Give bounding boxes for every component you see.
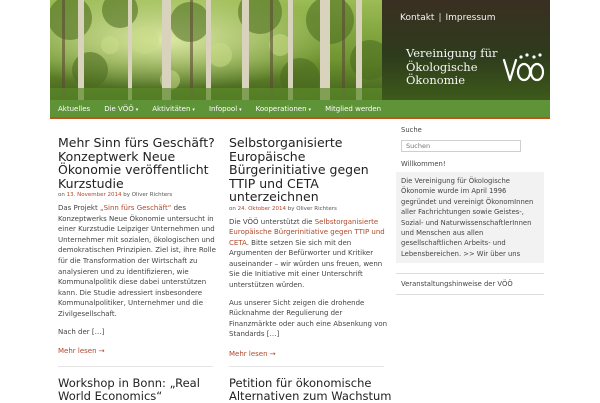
voo-logo-mark[interactable]: [500, 48, 546, 88]
chevron-down-icon: ▾: [308, 106, 312, 113]
page: [50, 0, 550, 403]
welcome-text: Die Vereinigung für Ökologische Ökonomie wurde im April 1996 gegründet und vereinigt ÖkonomInnen aller Fachrichtungen sowie Geistes-, Sozial- und NaturwissenschaftlerInnen und Menschen aus allen gesellschaftlichen Arbeits- und Lebensbereichen. >> Wir über uns: [396, 172, 544, 263]
logo-line-3: Ökonomie: [406, 73, 466, 87]
nav-label: Aktivitäten: [152, 104, 191, 113]
nav-item-mitglied-werden[interactable]: [317, 105, 387, 113]
post-meta: [58, 192, 218, 198]
main-navigation: [50, 100, 550, 119]
post-divider: [229, 366, 384, 367]
read-more-link[interactable]: Mehr lesen →: [58, 347, 105, 356]
sidebar-divider: [396, 273, 544, 274]
post-card: [229, 136, 389, 358]
forest-banner-image: [50, 0, 382, 100]
post-author: by Oliver Richters: [286, 205, 337, 212]
nav-item-infopool[interactable]: [201, 105, 248, 113]
post-card: [58, 136, 218, 355]
chevron-down-icon: ▾: [192, 106, 195, 113]
logo-line-2: Ökologische: [406, 59, 478, 74]
sidebar: [396, 122, 544, 297]
search-input[interactable]: [401, 140, 521, 152]
search-heading: Suche: [401, 126, 422, 134]
logo-line-1: Vereinigung für: [406, 46, 498, 60]
meta-prefix: on: [58, 192, 67, 198]
chevron-down-icon: ▾: [135, 106, 139, 113]
nav-item-kooperationen[interactable]: [248, 105, 317, 113]
post-divider: [58, 366, 213, 367]
contact-link[interactable]: Kontakt: [400, 13, 435, 23]
excerpt-text: des Konzeptwerks Neue Ökonomie untersucht in einer Kurzstudie Leipziger Unternehmen und Unternehmer mit sozialen, ökologischen und demokratischen Prinzipien. Ziel ist, ihre Rolle für die Transformation der Wirtschaft zu analysieren und zu identifizieren, wie Kommunalpolitik diese dabei unterstützen kann. Die Studie adressiert insbesondere Kommunalpolitiker, Unternehmer und die Zivilgesellschaft.: [58, 204, 216, 318]
post-excerpt-tail: Aus unserer Sicht zeigen die drohende Rücknahme der Regulierung der Finanzmärkte oder auch eine Absenkung von Standards […]: [229, 298, 388, 339]
nav-label: Kooperationen: [255, 104, 307, 113]
header-banner: [50, 0, 550, 100]
excerpt-link[interactable]: Selbstorganisierte Europäische Bürgerinitiative gegen TTIP und CETA: [229, 217, 385, 247]
nav-item-aktuelles[interactable]: [50, 105, 96, 113]
post-excerpt-tail: Nach der […]: [58, 327, 105, 336]
post-date-link[interactable]: 13. November 2014: [66, 192, 122, 198]
meta-prefix: on: [229, 205, 238, 212]
nav-item-aktivitaeten[interactable]: [144, 105, 201, 113]
post-meta: [229, 206, 389, 212]
post-title[interactable]: Workshop in Bonn: „Real World Economics“: [58, 376, 200, 403]
post-title[interactable]: Mehr Sinn fürs Geschäft? Konzeptwerk Neue Ökonomie veröffentlicht Kurzstudie: [58, 135, 215, 191]
excerpt-text: Die VÖÖ unterstützt die: [229, 217, 315, 226]
chevron-down-icon: ▾: [239, 106, 242, 113]
post-date-link[interactable]: 24. Oktober 2014: [237, 205, 287, 212]
read-more-link[interactable]: Mehr lesen →: [229, 350, 276, 359]
excerpt-text: . Bitte setzen Sie sich mit den Argumenten der Befürworter und Kritiker auseinander – wir würden uns freuen, wenn Sie die Initiative mit einer Unterschrift unterstützen würden.: [229, 238, 383, 290]
imprint-link[interactable]: Impressum: [445, 13, 496, 23]
post-excerpt: [229, 217, 389, 291]
post-title[interactable]: Selbstorganisierte Europäische Bürgerinitiative gegen TTIP und CETA unterzeichnen: [229, 135, 369, 204]
excerpt-link[interactable]: „Sinn fürs Geschäft“: [99, 204, 172, 212]
post-title[interactable]: Petition für ökonomische Alternativen zum Wachstum: [229, 376, 392, 403]
post-author: by Oliver Richters: [121, 192, 173, 198]
link-separator: |: [438, 13, 442, 23]
top-links: [400, 13, 496, 23]
nav-label: Mitglied werden: [325, 104, 382, 113]
nav-item-die-voo[interactable]: [96, 105, 144, 113]
nav-label: Infopool: [208, 104, 238, 113]
welcome-heading: Willkommen!: [401, 160, 446, 168]
nav-label: Aktuelles: [58, 104, 91, 113]
site-logo-text[interactable]: [406, 47, 497, 88]
excerpt-text: Das Projekt: [58, 204, 100, 212]
post-excerpt: [58, 203, 218, 320]
events-heading[interactable]: Veranstaltungshinweise der VÖÖ: [401, 280, 513, 289]
nav-label: Die VÖÖ: [104, 104, 134, 113]
sidebar-divider: [396, 294, 544, 295]
